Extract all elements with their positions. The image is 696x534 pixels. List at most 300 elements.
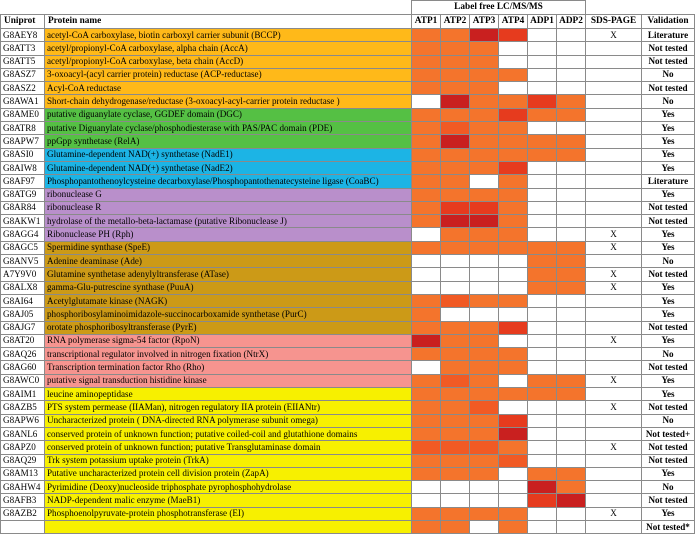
cell-intensity-atp1[interactable] xyxy=(412,55,441,68)
cell-intensity-atp2[interactable] xyxy=(441,388,470,401)
cell-intensity-atp4[interactable] xyxy=(499,108,528,121)
cell-intensity-atp3[interactable] xyxy=(470,228,499,241)
cell-intensity-adp2[interactable] xyxy=(557,308,586,321)
cell-intensity-atp3[interactable] xyxy=(470,68,499,81)
cell-uniprot[interactable]: G8ATT5 xyxy=(1,55,45,68)
cell-intensity-atp3[interactable] xyxy=(470,188,499,201)
cell-intensity-atp2[interactable] xyxy=(441,348,470,361)
cell-intensity-atp2[interactable] xyxy=(441,241,470,254)
cell-intensity-atp1[interactable] xyxy=(412,215,441,228)
cell-intensity-atp3[interactable] xyxy=(470,520,499,533)
cell-intensity-adp2[interactable] xyxy=(557,255,586,268)
cell-intensity-atp3[interactable] xyxy=(470,135,499,148)
cell-intensity-adp2[interactable] xyxy=(557,494,586,507)
cell-intensity-adp2[interactable] xyxy=(557,55,586,68)
cell-intensity-adp1[interactable] xyxy=(528,494,557,507)
cell-intensity-atp1[interactable] xyxy=(412,188,441,201)
cell-intensity-atp2[interactable] xyxy=(441,228,470,241)
cell-intensity-adp1[interactable] xyxy=(528,441,557,454)
cell-intensity-atp4[interactable] xyxy=(499,55,528,68)
cell-intensity-atp4[interactable] xyxy=(499,241,528,254)
cell-intensity-atp4[interactable] xyxy=(499,401,528,414)
col-header-atp1[interactable]: ATP1 xyxy=(412,15,441,29)
cell-intensity-atp2[interactable] xyxy=(441,467,470,480)
cell-intensity-atp4[interactable] xyxy=(499,308,528,321)
cell-intensity-adp2[interactable] xyxy=(557,481,586,494)
cell-validation[interactable]: Yes xyxy=(642,241,695,254)
cell-uniprot[interactable]: G8APZ0 xyxy=(1,441,45,454)
cell-protein-name[interactable]: Glutamine-dependent NAD(+) synthetase (NadE2) xyxy=(45,161,412,174)
cell-intensity-adp1[interactable] xyxy=(528,241,557,254)
cell-sds-page-marker[interactable] xyxy=(586,148,642,161)
cell-sds-page-marker[interactable] xyxy=(586,122,642,135)
cell-intensity-atp4[interactable] xyxy=(499,281,528,294)
cell-intensity-adp1[interactable] xyxy=(528,388,557,401)
cell-sds-page-marker[interactable] xyxy=(586,481,642,494)
cell-intensity-atp3[interactable] xyxy=(470,427,499,440)
cell-intensity-adp2[interactable] xyxy=(557,441,586,454)
cell-validation[interactable]: No xyxy=(642,255,695,268)
cell-intensity-atp2[interactable] xyxy=(441,29,470,42)
cell-intensity-atp3[interactable] xyxy=(470,108,499,121)
cell-intensity-atp2[interactable] xyxy=(441,374,470,387)
cell-intensity-atp3[interactable] xyxy=(470,388,499,401)
cell-intensity-atp3[interactable] xyxy=(470,268,499,281)
cell-intensity-atp1[interactable] xyxy=(412,82,441,95)
cell-protein-name[interactable]: putative Diguanylate cyclase/phosphodiesterase with PAS/PAC domain (PDE) xyxy=(45,122,412,135)
cell-intensity-atp4[interactable] xyxy=(499,29,528,42)
cell-intensity-atp3[interactable] xyxy=(470,348,499,361)
cell-protein-name[interactable]: hydrolase of the metallo-beta-lactamase (putative Ribonuclease J) xyxy=(45,215,412,228)
cell-intensity-adp1[interactable] xyxy=(528,161,557,174)
cell-intensity-adp2[interactable] xyxy=(557,215,586,228)
cell-protein-name[interactable]: Uncharacterized protein ( DNA-directed RNA polymerase subunit omega) xyxy=(45,414,412,427)
cell-validation[interactable]: No xyxy=(642,95,695,108)
cell-intensity-atp4[interactable] xyxy=(499,454,528,467)
cell-intensity-atp4[interactable] xyxy=(499,175,528,188)
cell-intensity-atp1[interactable] xyxy=(412,68,441,81)
cell-intensity-atp1[interactable] xyxy=(412,481,441,494)
cell-intensity-atp1[interactable] xyxy=(412,427,441,440)
cell-intensity-atp2[interactable] xyxy=(441,334,470,347)
cell-intensity-adp2[interactable] xyxy=(557,201,586,214)
cell-sds-page-marker[interactable] xyxy=(586,135,642,148)
cell-protein-name[interactable]: Ribonuclease PH (Rph) xyxy=(45,228,412,241)
cell-protein-name[interactable]: Adenine deaminase (Ade) xyxy=(45,255,412,268)
cell-protein-name[interactable]: phosphoribosylaminoimidazole-succinocarboxamide synthetase (PurC) xyxy=(45,308,412,321)
cell-intensity-atp4[interactable] xyxy=(499,334,528,347)
cell-intensity-atp1[interactable] xyxy=(412,388,441,401)
cell-intensity-atp4[interactable] xyxy=(499,201,528,214)
cell-uniprot[interactable]: G8AKW1 xyxy=(1,215,45,228)
cell-intensity-adp2[interactable] xyxy=(557,294,586,307)
cell-sds-page-marker[interactable] xyxy=(586,427,642,440)
col-header-uniprot[interactable]: Uniprot xyxy=(1,15,45,29)
cell-intensity-atp2[interactable] xyxy=(441,55,470,68)
col-header-adp1[interactable]: ADP1 xyxy=(528,15,557,29)
cell-sds-page-marker[interactable]: X xyxy=(586,228,642,241)
cell-intensity-atp3[interactable] xyxy=(470,42,499,55)
cell-intensity-adp1[interactable] xyxy=(528,215,557,228)
cell-uniprot[interactable]: G8ATG9 xyxy=(1,188,45,201)
cell-intensity-atp4[interactable] xyxy=(499,135,528,148)
cell-sds-page-marker[interactable] xyxy=(586,188,642,201)
cell-intensity-atp3[interactable] xyxy=(470,374,499,387)
cell-intensity-adp1[interactable] xyxy=(528,201,557,214)
cell-intensity-atp1[interactable] xyxy=(412,268,441,281)
cell-sds-page-marker[interactable] xyxy=(586,414,642,427)
cell-uniprot[interactable]: G8ANV5 xyxy=(1,255,45,268)
cell-uniprot[interactable]: G8AFB3 xyxy=(1,494,45,507)
cell-protein-name[interactable]: acetyl-CoA carboxylase, biotin carboxyl carrier subunit (BCCP) xyxy=(45,29,412,42)
cell-protein-name[interactable]: orotate phosphoribosyltransferase (PyrE) xyxy=(45,321,412,334)
cell-intensity-atp1[interactable] xyxy=(412,348,441,361)
cell-protein-name[interactable]: Acetylglutamate kinase (NAGK) xyxy=(45,294,412,307)
cell-intensity-atp2[interactable] xyxy=(441,95,470,108)
cell-intensity-atp1[interactable] xyxy=(412,108,441,121)
cell-intensity-atp4[interactable] xyxy=(499,467,528,480)
cell-intensity-atp2[interactable] xyxy=(441,255,470,268)
cell-validation[interactable]: Not tested xyxy=(642,55,695,68)
cell-intensity-atp1[interactable] xyxy=(412,494,441,507)
cell-intensity-adp1[interactable] xyxy=(528,95,557,108)
cell-validation[interactable]: Not tested xyxy=(642,454,695,467)
cell-intensity-adp2[interactable] xyxy=(557,228,586,241)
cell-uniprot[interactable]: G8APW7 xyxy=(1,135,45,148)
cell-intensity-atp4[interactable] xyxy=(499,441,528,454)
cell-sds-page-marker[interactable] xyxy=(586,255,642,268)
cell-intensity-atp1[interactable] xyxy=(412,441,441,454)
cell-protein-name[interactable]: NADP-dependent malic enzyme (MaeB1) xyxy=(45,494,412,507)
cell-uniprot[interactable]: G8AME0 xyxy=(1,108,45,121)
cell-intensity-adp2[interactable] xyxy=(557,507,586,520)
cell-intensity-adp2[interactable] xyxy=(557,361,586,374)
cell-intensity-adp2[interactable] xyxy=(557,188,586,201)
cell-intensity-atp2[interactable] xyxy=(441,215,470,228)
cell-intensity-atp1[interactable] xyxy=(412,161,441,174)
cell-intensity-atp3[interactable] xyxy=(470,308,499,321)
cell-intensity-atp1[interactable] xyxy=(412,294,441,307)
cell-intensity-atp4[interactable] xyxy=(499,188,528,201)
cell-uniprot[interactable]: G8AGG4 xyxy=(1,228,45,241)
cell-intensity-adp2[interactable] xyxy=(557,401,586,414)
cell-validation[interactable]: Not tested+ xyxy=(642,427,695,440)
cell-intensity-atp2[interactable] xyxy=(441,321,470,334)
cell-validation[interactable]: Yes xyxy=(642,228,695,241)
cell-intensity-adp1[interactable] xyxy=(528,135,557,148)
cell-uniprot[interactable]: G8ATT3 xyxy=(1,42,45,55)
cell-intensity-atp1[interactable] xyxy=(412,414,441,427)
cell-uniprot[interactable]: G8AF97 xyxy=(1,175,45,188)
cell-intensity-atp2[interactable] xyxy=(441,427,470,440)
cell-sds-page-marker[interactable] xyxy=(586,68,642,81)
cell-validation[interactable]: Yes xyxy=(642,188,695,201)
cell-intensity-atp2[interactable] xyxy=(441,281,470,294)
cell-sds-page-marker[interactable]: X xyxy=(586,374,642,387)
cell-intensity-atp2[interactable] xyxy=(441,161,470,174)
cell-intensity-atp1[interactable] xyxy=(412,507,441,520)
cell-intensity-atp4[interactable] xyxy=(499,294,528,307)
cell-intensity-atp4[interactable] xyxy=(499,228,528,241)
cell-uniprot[interactable]: G8AR84 xyxy=(1,201,45,214)
cell-intensity-atp2[interactable] xyxy=(441,148,470,161)
cell-intensity-atp3[interactable] xyxy=(470,494,499,507)
cell-uniprot[interactable]: G8AIM1 xyxy=(1,388,45,401)
cell-intensity-adp1[interactable] xyxy=(528,122,557,135)
cell-sds-page-marker[interactable] xyxy=(586,454,642,467)
cell-validation[interactable]: Yes xyxy=(642,507,695,520)
cell-uniprot[interactable]: G8ASZ2 xyxy=(1,82,45,95)
col-header-protein-name[interactable]: Protein name xyxy=(45,15,412,29)
cell-uniprot[interactable]: G8AGC5 xyxy=(1,241,45,254)
cell-uniprot[interactable] xyxy=(1,520,45,533)
cell-uniprot[interactable]: G8ASZ7 xyxy=(1,68,45,81)
cell-intensity-adp1[interactable] xyxy=(528,294,557,307)
cell-intensity-adp1[interactable] xyxy=(528,308,557,321)
cell-validation[interactable]: No xyxy=(642,481,695,494)
cell-protein-name[interactable]: putative diguanylate cyclase, GGDEF domain (DGC) xyxy=(45,108,412,121)
cell-intensity-adp1[interactable] xyxy=(528,374,557,387)
cell-sds-page-marker[interactable] xyxy=(586,467,642,480)
cell-intensity-atp3[interactable] xyxy=(470,215,499,228)
cell-uniprot[interactable]: A7Y9V0 xyxy=(1,268,45,281)
cell-intensity-adp2[interactable] xyxy=(557,454,586,467)
cell-intensity-atp4[interactable] xyxy=(499,361,528,374)
cell-intensity-atp1[interactable] xyxy=(412,454,441,467)
cell-validation[interactable]: Yes xyxy=(642,294,695,307)
cell-intensity-adp1[interactable] xyxy=(528,281,557,294)
cell-intensity-adp1[interactable] xyxy=(528,401,557,414)
cell-protein-name[interactable]: conserved protein of unknown function; putative Transglutaminase domain xyxy=(45,441,412,454)
cell-intensity-atp3[interactable] xyxy=(470,55,499,68)
cell-intensity-atp4[interactable] xyxy=(499,82,528,95)
cell-intensity-atp2[interactable] xyxy=(441,201,470,214)
cell-validation[interactable]: Yes xyxy=(642,388,695,401)
col-header-atp2[interactable]: ATP2 xyxy=(441,15,470,29)
cell-protein-name[interactable]: transcriptional regulator involved in nitrogen fixation (NtrX) xyxy=(45,348,412,361)
cell-intensity-atp4[interactable] xyxy=(499,68,528,81)
cell-intensity-atp2[interactable] xyxy=(441,108,470,121)
cell-intensity-atp1[interactable] xyxy=(412,42,441,55)
cell-sds-page-marker[interactable] xyxy=(586,361,642,374)
cell-protein-name[interactable]: ribonuclease R xyxy=(45,201,412,214)
cell-validation[interactable]: Yes xyxy=(642,308,695,321)
cell-uniprot[interactable]: G8AEY8 xyxy=(1,29,45,42)
cell-uniprot[interactable]: G8AZB2 xyxy=(1,507,45,520)
cell-intensity-atp4[interactable] xyxy=(499,348,528,361)
cell-intensity-atp1[interactable] xyxy=(412,374,441,387)
cell-validation[interactable]: Yes xyxy=(642,374,695,387)
cell-sds-page-marker[interactable]: X xyxy=(586,334,642,347)
cell-intensity-atp3[interactable] xyxy=(470,507,499,520)
cell-sds-page-marker[interactable] xyxy=(586,161,642,174)
cell-intensity-atp2[interactable] xyxy=(441,481,470,494)
cell-validation[interactable]: Yes xyxy=(642,135,695,148)
cell-intensity-adp2[interactable] xyxy=(557,175,586,188)
cell-intensity-atp1[interactable] xyxy=(412,148,441,161)
cell-intensity-adp2[interactable] xyxy=(557,427,586,440)
cell-validation[interactable]: Yes xyxy=(642,108,695,121)
cell-intensity-atp4[interactable] xyxy=(499,268,528,281)
cell-intensity-atp3[interactable] xyxy=(470,294,499,307)
cell-sds-page-marker[interactable]: X xyxy=(586,241,642,254)
cell-intensity-adp2[interactable] xyxy=(557,241,586,254)
cell-intensity-adp1[interactable] xyxy=(528,148,557,161)
cell-intensity-adp2[interactable] xyxy=(557,42,586,55)
cell-intensity-atp2[interactable] xyxy=(441,401,470,414)
cell-intensity-atp2[interactable] xyxy=(441,520,470,533)
cell-validation[interactable]: No xyxy=(642,414,695,427)
cell-intensity-atp4[interactable] xyxy=(499,321,528,334)
cell-intensity-atp1[interactable] xyxy=(412,201,441,214)
cell-intensity-atp3[interactable] xyxy=(470,361,499,374)
cell-intensity-adp1[interactable] xyxy=(528,82,557,95)
cell-intensity-atp1[interactable] xyxy=(412,228,441,241)
cell-intensity-adp1[interactable] xyxy=(528,321,557,334)
cell-uniprot[interactable]: G8AHW4 xyxy=(1,481,45,494)
cell-intensity-atp2[interactable] xyxy=(441,82,470,95)
col-header-validation[interactable]: Validation xyxy=(642,15,695,29)
cell-intensity-adp1[interactable] xyxy=(528,361,557,374)
cell-intensity-atp3[interactable] xyxy=(470,241,499,254)
cell-intensity-atp2[interactable] xyxy=(441,494,470,507)
cell-sds-page-marker[interactable] xyxy=(586,215,642,228)
col-header-atp4[interactable]: ATP4 xyxy=(499,15,528,29)
cell-sds-page-marker[interactable] xyxy=(586,308,642,321)
cell-sds-page-marker[interactable] xyxy=(586,95,642,108)
cell-sds-page-marker[interactable] xyxy=(586,321,642,334)
cell-validation[interactable]: Yes xyxy=(642,148,695,161)
cell-protein-name[interactable]: gamma-Glu-putrescine synthase (PuuA) xyxy=(45,281,412,294)
cell-intensity-atp2[interactable] xyxy=(441,441,470,454)
cell-intensity-atp4[interactable] xyxy=(499,481,528,494)
cell-intensity-adp1[interactable] xyxy=(528,188,557,201)
cell-uniprot[interactable]: G8AM13 xyxy=(1,467,45,480)
cell-intensity-adp1[interactable] xyxy=(528,55,557,68)
cell-uniprot[interactable]: G8ATR8 xyxy=(1,122,45,135)
cell-intensity-atp3[interactable] xyxy=(470,321,499,334)
cell-uniprot[interactable]: G8ASI0 xyxy=(1,148,45,161)
cell-sds-page-marker[interactable] xyxy=(586,82,642,95)
cell-protein-name[interactable]: Transcription termination factor Rho (Rho) xyxy=(45,361,412,374)
cell-intensity-atp1[interactable] xyxy=(412,321,441,334)
cell-sds-page-marker[interactable] xyxy=(586,108,642,121)
cell-uniprot[interactable]: G8AI64 xyxy=(1,294,45,307)
cell-intensity-atp4[interactable] xyxy=(499,374,528,387)
cell-intensity-atp3[interactable] xyxy=(470,414,499,427)
cell-protein-name[interactable]: acetyl/propionyl-CoA carboxylase, beta chain (AccD) xyxy=(45,55,412,68)
cell-intensity-atp3[interactable] xyxy=(470,281,499,294)
cell-intensity-adp2[interactable] xyxy=(557,161,586,174)
cell-protein-name[interactable]: Phosphoenolpyruvate-protein phosphotransferase (EI) xyxy=(45,507,412,520)
cell-intensity-adp2[interactable] xyxy=(557,148,586,161)
cell-sds-page-marker[interactable] xyxy=(586,201,642,214)
cell-sds-page-marker[interactable]: X xyxy=(586,281,642,294)
cell-uniprot[interactable]: G8AG60 xyxy=(1,361,45,374)
cell-uniprot[interactable]: G8APW6 xyxy=(1,414,45,427)
cell-protein-name[interactable]: ribonuclease G xyxy=(45,188,412,201)
cell-protein-name[interactable]: RNA polymerase sigma-54 factor (RpoN) xyxy=(45,334,412,347)
cell-sds-page-marker[interactable]: X xyxy=(586,507,642,520)
cell-intensity-atp2[interactable] xyxy=(441,175,470,188)
cell-intensity-atp1[interactable] xyxy=(412,361,441,374)
cell-intensity-atp3[interactable] xyxy=(470,175,499,188)
cell-validation[interactable]: Not tested xyxy=(642,201,695,214)
cell-intensity-adp1[interactable] xyxy=(528,348,557,361)
cell-intensity-adp2[interactable] xyxy=(557,321,586,334)
cell-sds-page-marker[interactable] xyxy=(586,55,642,68)
cell-sds-page-marker[interactable]: X xyxy=(586,29,642,42)
cell-sds-page-marker[interactable] xyxy=(586,294,642,307)
cell-intensity-atp2[interactable] xyxy=(441,135,470,148)
cell-intensity-adp2[interactable] xyxy=(557,122,586,135)
cell-intensity-atp4[interactable] xyxy=(499,95,528,108)
cell-intensity-adp1[interactable] xyxy=(528,414,557,427)
cell-validation[interactable]: Yes xyxy=(642,161,695,174)
cell-intensity-atp3[interactable] xyxy=(470,441,499,454)
cell-intensity-adp2[interactable] xyxy=(557,348,586,361)
cell-intensity-atp1[interactable] xyxy=(412,95,441,108)
cell-intensity-atp1[interactable] xyxy=(412,334,441,347)
cell-uniprot[interactable]: G8AZB5 xyxy=(1,401,45,414)
cell-intensity-adp1[interactable] xyxy=(528,68,557,81)
cell-sds-page-marker[interactable]: X xyxy=(586,268,642,281)
cell-validation[interactable]: No xyxy=(642,348,695,361)
cell-protein-name[interactable]: Phosphopantothenoylcysteine decarboxylase/Phosphopantothenatecysteine ligase (CoaBC) xyxy=(45,175,412,188)
cell-intensity-atp4[interactable] xyxy=(499,494,528,507)
cell-intensity-atp4[interactable] xyxy=(499,122,528,135)
cell-uniprot[interactable]: G8AQ26 xyxy=(1,348,45,361)
cell-intensity-adp2[interactable] xyxy=(557,281,586,294)
cell-uniprot[interactable]: G8AJ05 xyxy=(1,308,45,321)
cell-validation[interactable]: Yes xyxy=(642,281,695,294)
cell-intensity-atp2[interactable] xyxy=(441,268,470,281)
cell-intensity-adp1[interactable] xyxy=(528,29,557,42)
cell-sds-page-marker[interactable] xyxy=(586,520,642,533)
cell-validation[interactable]: Not tested xyxy=(642,42,695,55)
cell-intensity-atp3[interactable] xyxy=(470,161,499,174)
cell-intensity-atp3[interactable] xyxy=(470,201,499,214)
cell-protein-name[interactable]: Glutamine-dependent NAD(+) synthetase (NadE1) xyxy=(45,148,412,161)
cell-intensity-atp4[interactable] xyxy=(499,520,528,533)
cell-intensity-atp3[interactable] xyxy=(470,148,499,161)
cell-protein-name[interactable]: putative signal transduction histidine kinase xyxy=(45,374,412,387)
cell-intensity-adp1[interactable] xyxy=(528,507,557,520)
cell-protein-name[interactable]: Pyrimidine (Deoxy)nucleoside triphosphate pyrophosphohydrolase xyxy=(45,481,412,494)
cell-intensity-atp4[interactable] xyxy=(499,255,528,268)
cell-intensity-adp2[interactable] xyxy=(557,388,586,401)
cell-sds-page-marker[interactable]: X xyxy=(586,401,642,414)
cell-validation[interactable]: Yes xyxy=(642,467,695,480)
cell-intensity-atp3[interactable] xyxy=(470,467,499,480)
cell-intensity-atp1[interactable] xyxy=(412,122,441,135)
cell-intensity-atp2[interactable] xyxy=(441,507,470,520)
cell-protein-name[interactable]: PTS system permease (IIAMan), nitrogen regulatory IIA protein (EIIANtr) xyxy=(45,401,412,414)
cell-intensity-atp1[interactable] xyxy=(412,255,441,268)
cell-validation[interactable]: Not tested xyxy=(642,441,695,454)
cell-validation[interactable]: Yes xyxy=(642,122,695,135)
cell-intensity-adp2[interactable] xyxy=(557,520,586,533)
cell-intensity-atp1[interactable] xyxy=(412,241,441,254)
cell-intensity-atp4[interactable] xyxy=(499,414,528,427)
cell-intensity-atp3[interactable] xyxy=(470,401,499,414)
cell-intensity-adp1[interactable] xyxy=(528,334,557,347)
cell-validation[interactable]: Not tested xyxy=(642,494,695,507)
cell-intensity-atp2[interactable] xyxy=(441,122,470,135)
cell-intensity-atp3[interactable] xyxy=(470,29,499,42)
cell-intensity-atp3[interactable] xyxy=(470,481,499,494)
cell-intensity-atp2[interactable] xyxy=(441,42,470,55)
